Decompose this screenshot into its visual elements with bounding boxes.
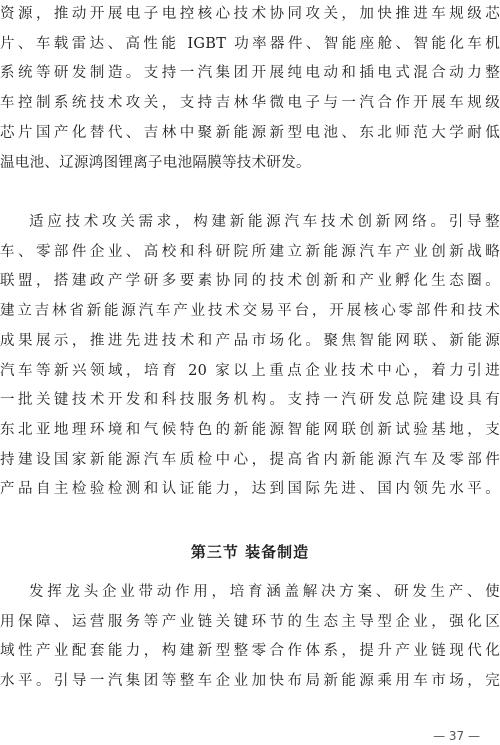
paragraph-line: 成果展示，推进先进技术和产品市场化。聚焦智能网联、新能源 (0, 332, 500, 349)
paragraph-line: 汽车等新兴领域，培育 20 家以上重点企业技术中心，着力引进 (0, 362, 500, 379)
paragraph-line: 联盟，搭建政产学研多要素协同的技术创新和产业孵化生态圈。 (0, 273, 500, 290)
paragraph-line: 车控制系统技术攻关，支持吉林华微电子与一汽合作开展车规级 (0, 95, 500, 112)
page-number: — 37 — (433, 729, 480, 743)
paragraph-line: 车、零部件企业、高校和科研院所建立新能源汽车产业创新战略 (0, 243, 500, 260)
paragraph-line: 片、车载雷达、高性能 IGBT 功率器件、智能座舱、智能化车机 (0, 35, 500, 52)
paragraph-line: 一批关键技术开发和科技服务机构。支持一汽研发总院建设具有 (0, 392, 500, 409)
paragraph-1 (0, 0, 500, 178)
paragraph-line: 域性产业配套能力，构建新型整零合作体系，提升产业链现代化 (0, 643, 500, 660)
paragraph-line: 水平。引导一汽集团等整车企业加快布局新能源乘用车市场，完 (0, 673, 500, 690)
paragraph-line: 东北亚地理环境和气候特色的新能源智能网联创新试验基地，支 (0, 421, 500, 438)
paragraph-2 (0, 208, 500, 505)
paragraph-line: 发挥龙头企业带动作用，培育涵盖解决方案、研发生产、使 (29, 584, 500, 600)
paragraph-3 (0, 578, 500, 697)
paragraph-line: 用保障、运营服务等产业链关键环节的生态主导型企业，强化区 (0, 613, 500, 630)
section-heading: 第三节 装备制造 (190, 543, 310, 561)
paragraph-line: 产品自主检验检测和认证能力，达到国际先进、国内领先水平。 (0, 481, 500, 498)
paragraph-line: 资源，推动开展电子电控核心技术协同攻关，加快推进车规级芯 (0, 6, 500, 22)
paragraph-line: 系统等研发制造。支持一汽集团开展纯电动和插电式混合动力整 (0, 65, 500, 82)
paragraph-line: 适应技术攻关需求，构建新能源汽车技术创新网络。引导整 (29, 214, 500, 230)
paragraph-line: 建立吉林省新能源汽车产业技术交易平台，开展核心零部件和技术 (0, 303, 500, 320)
paragraph-line: 芯片国产化替代、吉林中聚新能源新型电池、东北师范大学耐低 (0, 124, 500, 141)
paragraph-line: 温电池、辽源鸿图锂离子电池隔膜等技术研发。 (0, 154, 311, 171)
paragraph-line: 持建设国家新能源汽车质检中心，提高省内新能源汽车及零部件 (0, 451, 500, 468)
